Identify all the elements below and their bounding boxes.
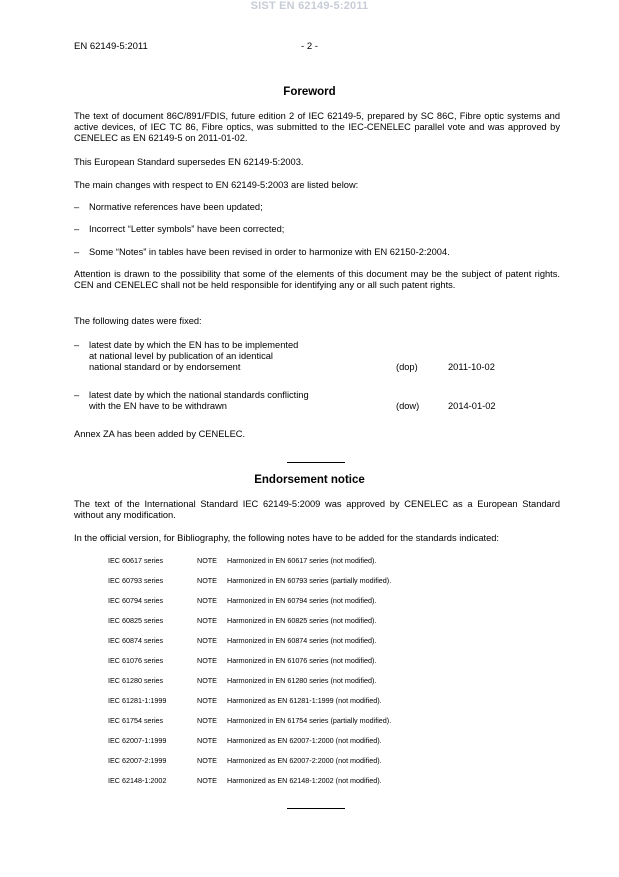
page-number: - 2 - (301, 41, 318, 52)
note-text: Harmonized in EN 60874 series (not modified). (227, 636, 377, 645)
note-label: NOTE (197, 756, 217, 765)
watermark: SIST EN 62149-5:2011 (250, 0, 369, 12)
note-text: Harmonized as EN 62007-2:2000 (not modified). (227, 756, 382, 765)
supersedes-text: This European Standard supersedes EN 62149-5:2003. (74, 157, 304, 167)
document-id: EN 62149-5:2011 (74, 41, 148, 52)
note-text: Harmonized in EN 61754 series (partially modified). (227, 716, 392, 725)
list-item (74, 202, 560, 213)
endorsement-title: Endorsement notice (254, 474, 365, 486)
list-item-text: Incorrect “Letter symbols” have been corrected; (89, 224, 285, 234)
date-abbr: (dop) (396, 362, 418, 372)
section-divider (287, 462, 345, 463)
note-text: Harmonized as EN 61281-1:1999 (not modified). (227, 696, 382, 705)
note-text: Harmonized in EN 61076 series (not modified). (227, 656, 377, 665)
list-dash: – (74, 340, 80, 350)
note-text: Harmonized in EN 60617 series (not modified). (227, 556, 377, 565)
list-dash: – (74, 247, 80, 257)
note-standard: IEC 61281-1:1999 (108, 696, 167, 705)
list-dash: – (74, 390, 80, 400)
note-label: NOTE (197, 616, 217, 625)
note-standard: IEC 60793 series (108, 576, 164, 585)
date-abbr: (dow) (396, 401, 420, 411)
date-item-dop (74, 340, 560, 373)
changes-intro: The main changes with respect to EN 62149-5:2003 are listed below: (74, 180, 359, 190)
foreword-intro: The text of document 86C/891/FDIS, future edition 2 of IEC 62149-5, prepared by SC 86C, Fibre optic systems and active devices, of IEC TC 86, Fibre optics, was submitted to the IEC-CENELEC parallel vote and was approved by CENELEC as EN 62149-5 on 2011-01-02. (74, 111, 560, 143)
note-label: NOTE (197, 596, 217, 605)
note-standard: IEC 62007-1:1999 (108, 736, 167, 745)
note-label: NOTE (197, 716, 217, 725)
date-item-dow (74, 390, 560, 412)
note-standard: IEC 61280 series (108, 676, 164, 685)
note-standard: IEC 60825 series (108, 616, 164, 625)
note-label: NOTE (197, 656, 217, 665)
list-item-text: Some “Notes” in tables have been revised in order to harmonize with EN 62150-2:2004. (89, 247, 450, 257)
note-standard: IEC 62148-1:2002 (108, 776, 167, 785)
note-label: NOTE (197, 676, 217, 685)
note-standard: IEC 62007-2:1999 (108, 756, 167, 765)
note-label: NOTE (197, 736, 217, 745)
dates-intro: The following dates were fixed: (74, 316, 202, 326)
annex-note: Annex ZA has been added by CENELEC. (74, 429, 246, 439)
end-divider (287, 808, 345, 809)
note-standard: IEC 61754 series (108, 716, 164, 725)
note-text: Harmonized in EN 61280 series (not modified). (227, 676, 377, 685)
note-standard: IEC 60874 series (108, 636, 164, 645)
date-value: 2011-10-02 (448, 362, 495, 372)
foreword-title: Foreword (283, 86, 336, 98)
list-item-text: Normative references have been updated; (89, 202, 263, 212)
note-label: NOTE (197, 576, 217, 585)
note-text: Harmonized in EN 60825 series (not modified). (227, 616, 377, 625)
note-text: Harmonized as EN 62148-1:2002 (not modified). (227, 776, 382, 785)
date-item-text: latest date by which the EN has to be implemented at national level by publication of an identical national standard or by endorsement (89, 340, 299, 372)
endorsement-text: The text of the International Standard IEC 62149-5:2009 was approved by CENELEC as a European Standard without any modification. (74, 499, 560, 520)
list-dash: – (74, 202, 80, 212)
patent-notice: Attention is drawn to the possibility that some of the elements of this document may be the subject of patent rights. CEN and CENELEC shall not be held responsible for identifying any or all such patent rights. (74, 269, 560, 290)
list-item (74, 224, 560, 235)
list-item (74, 247, 560, 258)
date-item-text: latest date by which the national standards conflicting with the EN have to be withdrawn (89, 390, 309, 411)
note-text: Harmonized in EN 60793 series (partially modified). (227, 576, 392, 585)
note-standard: IEC 61076 series (108, 656, 164, 665)
note-label: NOTE (197, 556, 217, 565)
bibliography-intro: In the official version, for Bibliography, the following notes have to be added for the standards indicated: (74, 533, 499, 543)
date-value: 2014-01-02 (448, 401, 496, 411)
note-label: NOTE (197, 776, 217, 785)
note-standard: IEC 60617 series (108, 556, 164, 565)
note-label: NOTE (197, 636, 217, 645)
note-text: Harmonized in EN 60794 series (not modified). (227, 596, 377, 605)
note-label: NOTE (197, 696, 217, 705)
note-standard: IEC 60794 series (108, 596, 164, 605)
note-text: Harmonized as EN 62007-1:2000 (not modified). (227, 736, 382, 745)
list-dash: – (74, 224, 80, 234)
